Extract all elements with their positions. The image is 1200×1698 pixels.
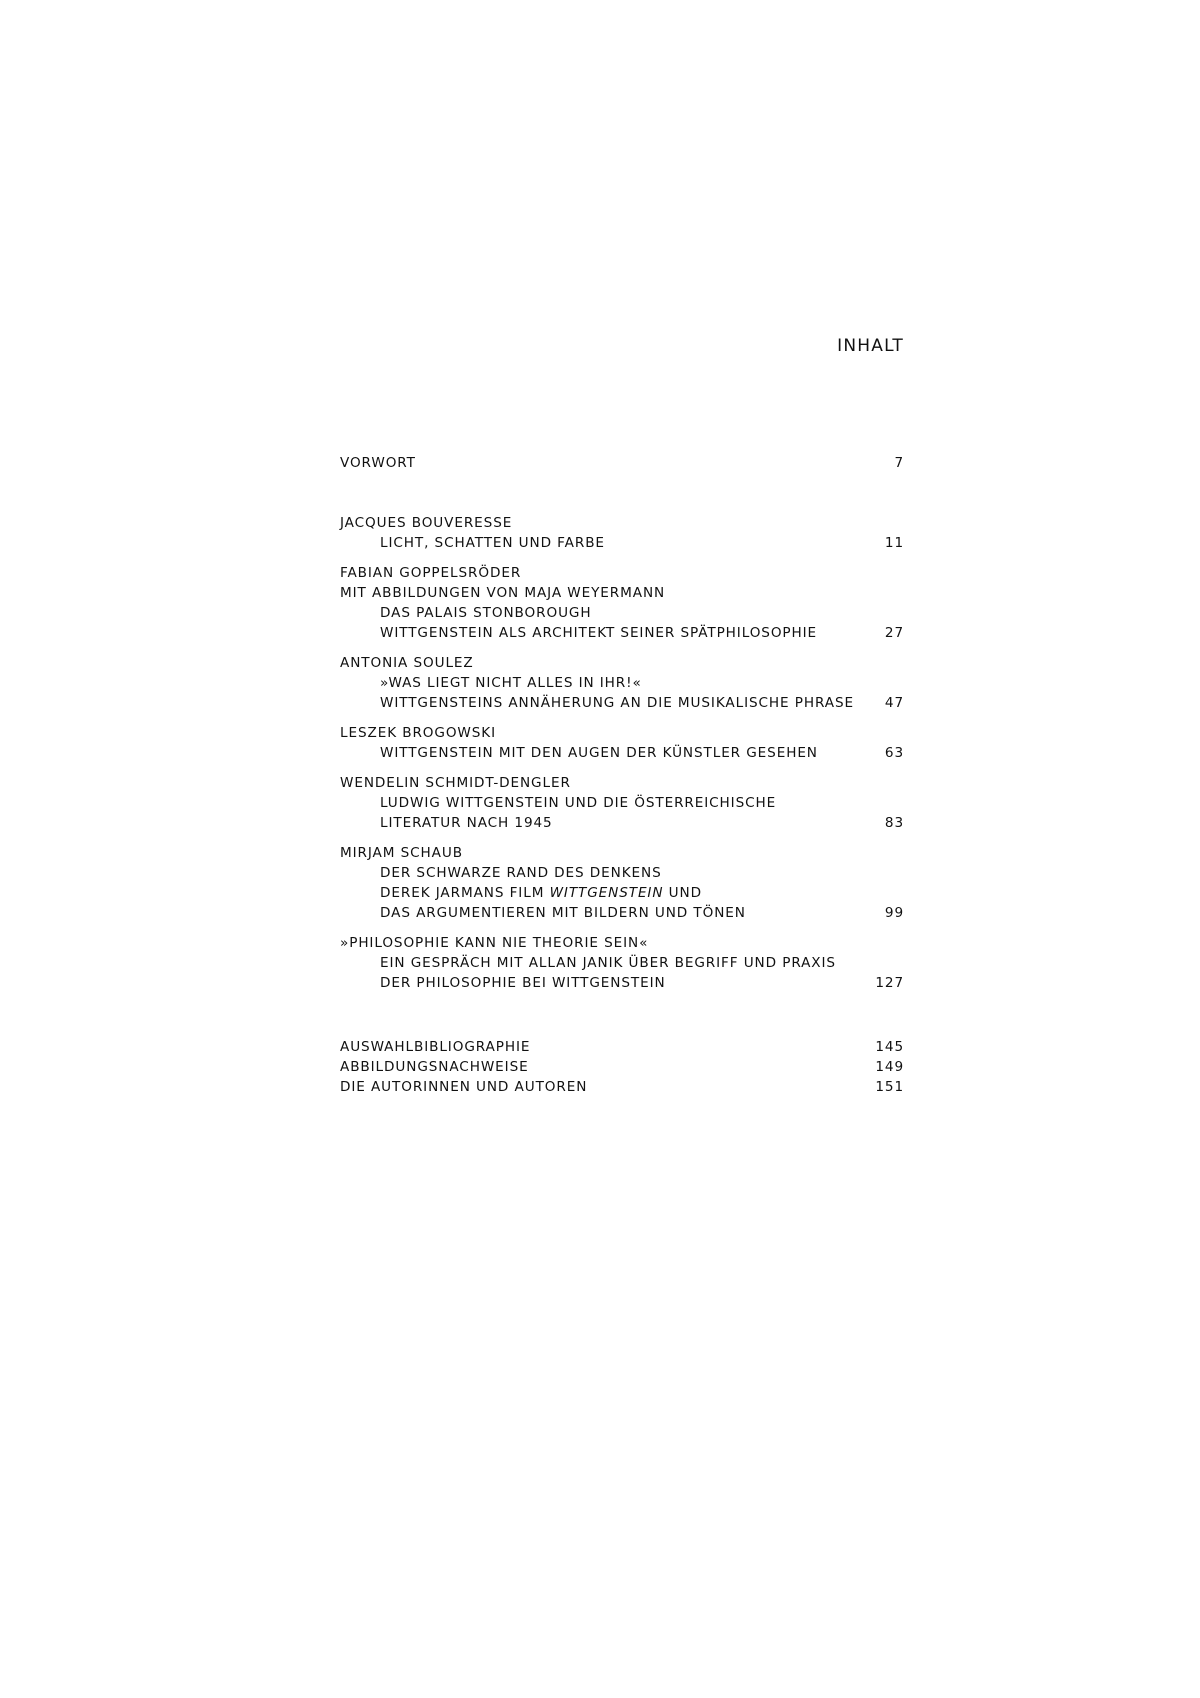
- title-line: WITTGENSTEINS ANNÄHERUNG AN DIE MUSIKALISCHE PHRASE 47: [380, 695, 904, 711]
- table-of-contents: [340, 453, 904, 1097]
- author-line: MIRJAM SCHAUB: [340, 845, 463, 861]
- author-line: MIT ABBILDUNGEN VON MAJA WEYERMANN: [340, 585, 666, 601]
- title-line: DER PHILOSOPHIE BEI WITTGENSTEIN 127: [380, 975, 904, 991]
- page-number: 83: [884, 815, 904, 831]
- toc-entry-goppelsroeder[interactable]: [340, 563, 904, 643]
- author-line: LESZEK BROGOWSKI: [340, 725, 497, 741]
- title-line: WITTGENSTEIN ALS ARCHITEKT SEINER SPÄTPHILOSOPHIE 27: [380, 625, 904, 641]
- author-line: »PHILOSOPHIE KANN NIE THEORIE SEIN«: [340, 935, 649, 951]
- page-number: 99: [884, 905, 904, 921]
- author-line: FABIAN GOPPELSRÖDER: [340, 565, 522, 581]
- title-line: DAS PALAIS STONBOROUGH: [380, 605, 592, 621]
- toc-entry-schaub[interactable]: [340, 843, 904, 923]
- title-line: DAS ARGUMENTIEREN MIT BILDERN UND TÖNEN 99: [380, 905, 904, 921]
- page-number: 151: [875, 1079, 904, 1095]
- page-number: 63: [884, 745, 904, 761]
- page-number: 149: [875, 1059, 904, 1075]
- toc-entry-label: ABBILDUNGSNACHWEISE: [340, 1059, 529, 1075]
- toc-entry-label: VORWORT: [340, 455, 416, 471]
- toc-entry-schmidt-dengler[interactable]: [340, 773, 904, 833]
- title-line: LITERATUR NACH 1945 83: [380, 815, 904, 831]
- author-line: JACQUES BOUVERESSE: [340, 515, 513, 531]
- toc-entry-janik-interview[interactable]: [340, 933, 904, 993]
- toc-entry-label: DIE AUTORINNEN UND AUTOREN: [340, 1079, 588, 1095]
- toc-entry-auswahlbibliographie[interactable]: [340, 1037, 904, 1057]
- toc-entry-bouveresse[interactable]: [340, 513, 904, 553]
- title-line: »WAS LIEGT NICHT ALLES IN IHR!«: [380, 675, 642, 691]
- title-line: DEREK JARMANS FILM WITTGENSTEIN UND: [380, 885, 702, 901]
- toc-entry-soulez[interactable]: [340, 653, 904, 713]
- film-title: WITTGENSTEIN: [549, 885, 664, 901]
- page-title: INHALT: [837, 336, 904, 356]
- toc-entry-abbildungsnachweise[interactable]: [340, 1057, 904, 1077]
- page-number: 7: [894, 455, 904, 471]
- author-line: ANTONIA SOULEZ: [340, 655, 474, 671]
- page-number: 127: [875, 975, 904, 991]
- page-number: 27: [884, 625, 904, 641]
- title-line: LUDWIG WITTGENSTEIN UND DIE ÖSTERREICHISCHE: [380, 795, 777, 811]
- page-number: 145: [875, 1039, 904, 1055]
- page-number: 47: [884, 695, 904, 711]
- toc-entry-brogowski[interactable]: [340, 723, 904, 763]
- page-number: 11: [884, 535, 904, 551]
- toc-entry-autorinnen-und-autoren[interactable]: [340, 1077, 904, 1097]
- title-line: DER SCHWARZE RAND DES DENKENS: [380, 865, 662, 881]
- title-line: WITTGENSTEIN MIT DEN AUGEN DER KÜNSTLER GESEHEN 63: [380, 745, 904, 761]
- title-line: LICHT, SCHATTEN UND FARBE 11: [380, 535, 904, 551]
- title-line: EIN GESPRÄCH MIT ALLAN JANIK ÜBER BEGRIFF UND PRAXIS: [380, 955, 836, 971]
- toc-entry-label: AUSWAHLBIBLIOGRAPHIE: [340, 1039, 531, 1055]
- author-line: WENDELIN SCHMIDT-DENGLER: [340, 775, 571, 791]
- toc-entry-vorwort[interactable]: [340, 453, 904, 473]
